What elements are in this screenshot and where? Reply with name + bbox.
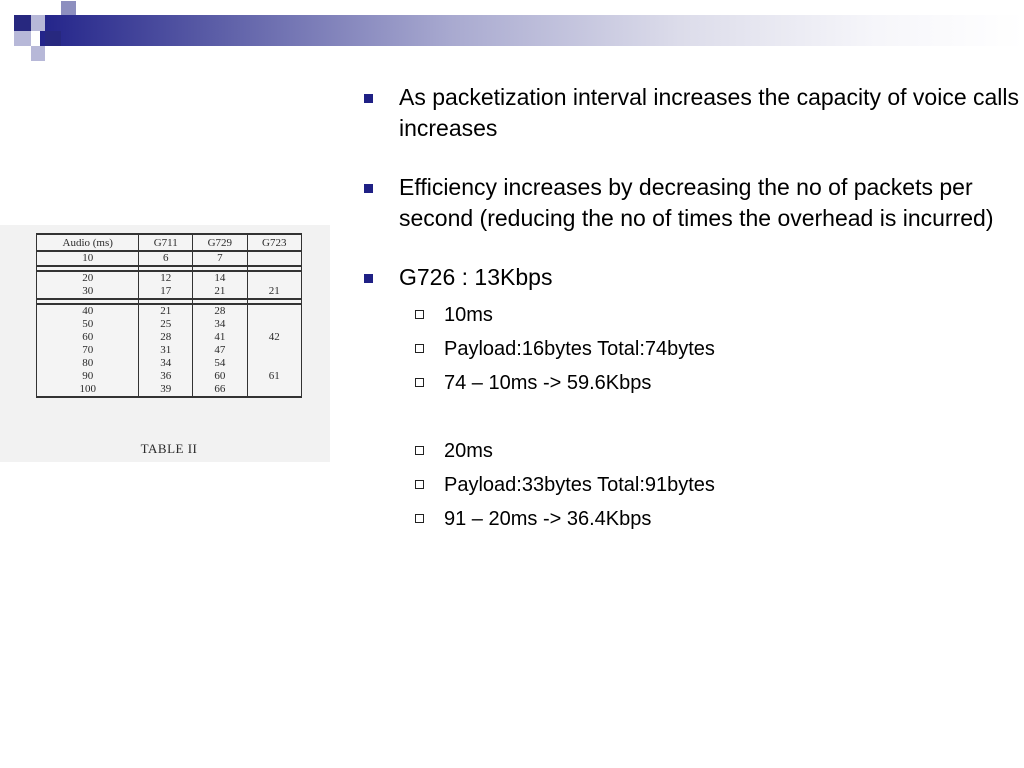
sub-bullet-item [399, 332, 1024, 366]
table-cell: 61 [247, 370, 301, 383]
table-cell: 40 [37, 304, 139, 318]
table-cell [247, 251, 301, 266]
header-square-light [14, 31, 31, 46]
table-cell [247, 383, 301, 397]
table-cell [247, 357, 301, 370]
hollow-square-bullet-icon [415, 344, 424, 353]
table-cell: 21 [139, 304, 193, 318]
table-cell: 21 [247, 285, 301, 299]
sub-bullet-list [399, 298, 1024, 536]
table-cell: 42 [247, 331, 301, 344]
table-cell: 21 [193, 285, 247, 299]
table-cell: 47 [193, 344, 247, 357]
sub-bullet-text: 10ms [444, 304, 493, 326]
table-header-cell: Audio (ms) [37, 234, 139, 251]
sub-bullet-text: Payload:16bytes Total:74bytes [444, 338, 715, 360]
table-cell: 14 [193, 271, 247, 285]
sub-bullet-item [399, 468, 1024, 502]
table-cell [247, 344, 301, 357]
header-square-light [31, 46, 45, 61]
header-gradient-bar [40, 15, 1024, 46]
table-cell: 41 [193, 331, 247, 344]
table-row [37, 331, 302, 344]
hollow-square-bullet-icon [415, 514, 424, 523]
header-square-dark [14, 15, 31, 31]
table-header-cell: G723 [247, 234, 301, 251]
table-cell: 70 [37, 344, 139, 357]
table-cell: 100 [37, 383, 139, 397]
table-caption: TABLE II [140, 441, 198, 456]
table-header-row [37, 234, 302, 251]
square-bullet-icon [364, 274, 373, 283]
table-header-cell: G711 [139, 234, 193, 251]
table-cell: 39 [139, 383, 193, 397]
table-row [37, 370, 302, 383]
data-table [36, 233, 302, 398]
table-cell [247, 318, 301, 331]
table-cell: 7 [193, 251, 247, 266]
table-cell [247, 271, 301, 285]
table-cell: 25 [139, 318, 193, 331]
sub-bullet-text: 20ms [444, 440, 493, 462]
table-cell: 31 [139, 344, 193, 357]
bullet-item [362, 262, 1024, 536]
table-cell: 60 [37, 331, 139, 344]
hollow-square-bullet-icon [415, 310, 424, 319]
sub-bullet-text: Payload:33bytes Total:91bytes [444, 474, 715, 496]
table-cell [247, 304, 301, 318]
bullet-item [362, 82, 1024, 144]
bullet-list [362, 82, 1024, 564]
hollow-square-bullet-icon [415, 480, 424, 489]
sub-bullet-text: 74 – 10ms -> 59.6Kbps [444, 372, 652, 394]
sub-bullet-item [399, 366, 1024, 400]
sub-bullet-text: 91 – 20ms -> 36.4Kbps [444, 508, 652, 530]
table-cell: 50 [37, 318, 139, 331]
table-cell: 34 [139, 357, 193, 370]
table-cell: 28 [139, 331, 193, 344]
table-row [37, 318, 302, 331]
bullet-text: Efficiency increases by decreasing the no of packets per second (reducing the no of times the overhead is incurred) [399, 174, 994, 231]
bullet-text: G726 : 13Kbps [399, 264, 553, 290]
table-row [37, 271, 302, 285]
table-cell: 20 [37, 271, 139, 285]
hollow-square-bullet-icon [415, 446, 424, 455]
table-cell: 60 [193, 370, 247, 383]
table-cell: 6 [139, 251, 193, 266]
table-row [37, 357, 302, 370]
table-cell: 36 [139, 370, 193, 383]
square-bullet-icon [364, 184, 373, 193]
table-cell: 54 [193, 357, 247, 370]
table-image [0, 225, 330, 462]
table-cell: 90 [37, 370, 139, 383]
bullet-item [362, 172, 1024, 234]
table-header-cell: G729 [193, 234, 247, 251]
hollow-square-bullet-icon [415, 378, 424, 387]
table-cell: 34 [193, 318, 247, 331]
table-cell: 66 [193, 383, 247, 397]
table-cell: 28 [193, 304, 247, 318]
table-row [37, 304, 302, 318]
table-cell: 80 [37, 357, 139, 370]
square-bullet-icon [364, 94, 373, 103]
header-square-dark [45, 31, 61, 46]
sub-bullet-item [399, 502, 1024, 536]
table-row [37, 251, 302, 266]
sub-bullet-item [399, 434, 1024, 468]
table-cell: 30 [37, 285, 139, 299]
header-square-mid [61, 1, 76, 15]
table-row [37, 383, 302, 397]
sub-bullet-item [399, 298, 1024, 332]
table-row [37, 344, 302, 357]
bullet-text: As packetization interval increases the capacity of voice calls increases [399, 84, 1020, 141]
table-cell: 10 [37, 251, 139, 266]
table-row [37, 285, 302, 299]
table-cell: 17 [139, 285, 193, 299]
table-cell: 12 [139, 271, 193, 285]
header-square-light [31, 15, 45, 31]
